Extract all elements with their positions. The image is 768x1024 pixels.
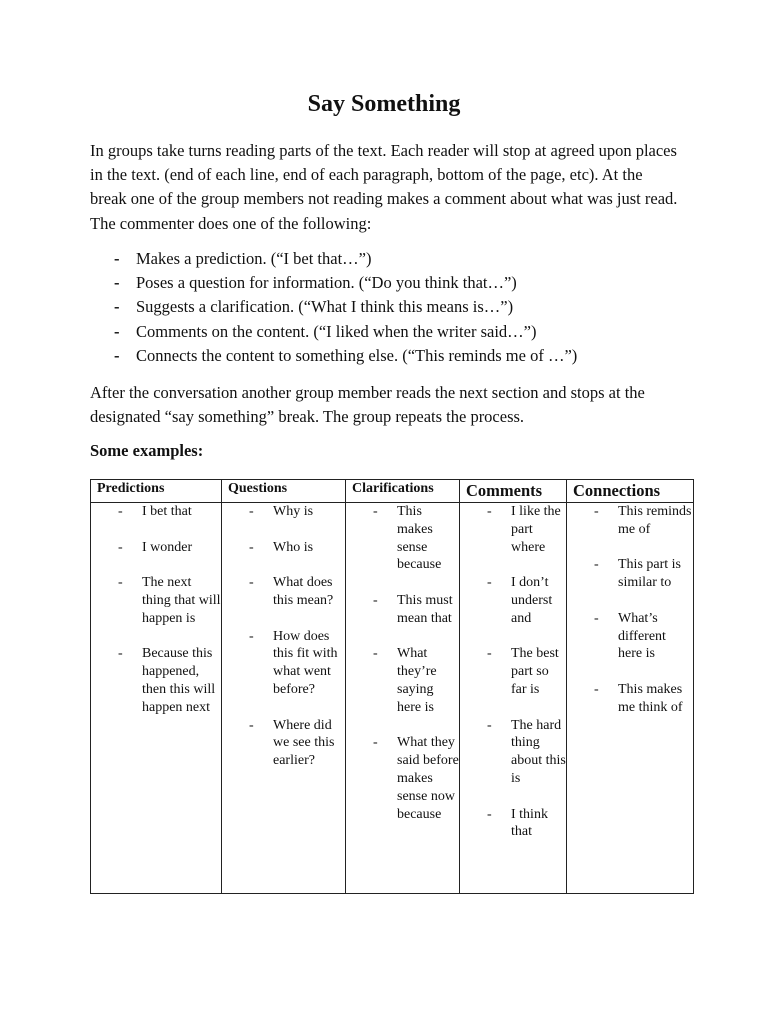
dash-bullet: - <box>118 575 123 591</box>
example-item <box>91 539 221 557</box>
dash-bullet: - <box>118 504 123 519</box>
list-item-text: Suggests a clarification. (“What I think this means is…”) <box>136 297 514 317</box>
example-item <box>567 556 693 592</box>
predictions-cell <box>91 503 222 894</box>
example-item <box>222 539 345 557</box>
example-item <box>91 503 221 521</box>
page-title: Say Something <box>307 91 461 117</box>
dash-bullet: - <box>249 575 254 591</box>
example-item-text: What does this mean? <box>273 575 334 608</box>
dash-bullet: - <box>594 681 599 697</box>
dash-bullet: - <box>487 575 492 591</box>
dash-bullet: - <box>487 717 492 733</box>
example-item-text: The best part so far is <box>511 646 559 697</box>
example-item-text: What they’re saying here is <box>397 646 437 715</box>
table-header-row <box>91 480 694 503</box>
example-item-text: Why is <box>273 504 314 519</box>
dash-bullet: - <box>594 504 599 519</box>
example-item <box>460 806 566 842</box>
example-item <box>346 592 459 628</box>
commenter-options-list <box>90 247 690 368</box>
comments-list <box>460 503 566 841</box>
clarifications-cell <box>346 503 460 894</box>
example-item <box>222 503 345 521</box>
examples-heading: Some examples: <box>90 441 204 460</box>
dash-bullet: - <box>114 249 120 268</box>
list-item <box>90 320 690 344</box>
dash-bullet: - <box>373 592 378 608</box>
example-item-text: This reminds me of <box>618 504 692 537</box>
example-item <box>222 628 345 699</box>
example-item <box>91 645 221 716</box>
example-item-text: Where did we see this earlier? <box>273 717 335 769</box>
connections-cell <box>567 503 694 894</box>
example-item <box>222 574 345 610</box>
example-item <box>460 574 566 627</box>
example-item-text: I don’t underst and <box>511 575 553 626</box>
example-item-text: This part is similar to <box>618 557 681 591</box>
column-header-questions: Questions <box>222 480 346 503</box>
list-item <box>90 295 690 319</box>
dash-bullet: - <box>249 628 254 644</box>
outro-paragraph: After the conversation another group member reads the next section and stops at the designated “say something” break. The group repeats the process. <box>90 383 645 427</box>
dash-bullet: - <box>114 273 120 293</box>
example-item-text: I think that <box>511 806 548 840</box>
example-item <box>460 717 566 788</box>
example-item <box>567 681 693 717</box>
list-item-text: Connects the content to something else. (“This reminds me of …”) <box>136 345 578 365</box>
example-item <box>346 503 459 574</box>
questions-list <box>222 503 345 770</box>
dash-bullet: - <box>373 735 378 751</box>
dash-bullet: - <box>487 504 492 519</box>
example-item-text: How does this fit with what went before? <box>273 628 338 697</box>
example-item <box>567 503 693 539</box>
dash-bullet: - <box>114 297 120 317</box>
dash-bullet: - <box>114 321 120 341</box>
dash-bullet: - <box>118 539 123 555</box>
dash-bullet: - <box>249 539 254 555</box>
example-item-text: The hard thing about this is <box>511 717 566 786</box>
example-item <box>346 645 459 716</box>
questions-cell <box>222 503 346 894</box>
list-item-text: Makes a prediction. (“I bet that…”) <box>136 249 372 268</box>
column-header-predictions: Predictions <box>91 480 222 503</box>
predictions-list <box>91 503 221 717</box>
example-item-text: What they said before makes sense now because <box>397 735 459 822</box>
example-item-text: This makes sense because <box>397 504 442 573</box>
example-item <box>567 610 693 663</box>
example-item-text: This must mean that <box>397 592 453 626</box>
list-item <box>90 247 690 271</box>
intro-paragraph: In groups take turns reading parts of the text. Each reader will stop at agreed upon places in the text. (end of each line, end of each paragraph, bottom of the page, etc). At the break one of the group members not reading makes a comment about what was just read. The commenter does one of the following: <box>90 141 678 233</box>
dash-bullet: - <box>249 717 254 733</box>
example-item-text: I bet that <box>142 504 192 519</box>
comments-cell <box>460 503 567 894</box>
dash-bullet: - <box>594 610 599 626</box>
example-item <box>460 645 566 698</box>
dash-bullet: - <box>487 646 492 662</box>
example-item-text: The next thing that will happen is <box>142 575 221 626</box>
dash-bullet: - <box>249 504 254 519</box>
example-item-text: Who is <box>273 539 314 555</box>
examples-table <box>90 479 694 894</box>
example-item-text: I wonder <box>142 539 193 555</box>
example-item-text: What’s different here is <box>618 610 666 662</box>
list-item <box>90 271 690 295</box>
dash-bullet: - <box>114 345 120 365</box>
dash-bullet: - <box>373 504 378 519</box>
list-item-text: Comments on the content. (“I liked when the writer said…”) <box>136 321 537 341</box>
dash-bullet: - <box>118 646 123 662</box>
example-item <box>346 734 459 823</box>
example-item <box>91 574 221 627</box>
example-item-text: I like the part where <box>511 504 561 555</box>
example-item <box>222 717 345 770</box>
dash-bullet: - <box>594 557 599 573</box>
example-item-text: This makes me think of <box>618 681 683 715</box>
clarifications-list <box>346 503 459 823</box>
example-item <box>460 503 566 556</box>
list-item-text: Poses a question for information. (“Do you think that…”) <box>136 273 517 293</box>
dash-bullet: - <box>373 646 378 662</box>
column-header-clarifications: Clarifications <box>346 480 460 503</box>
column-header-connections: Connections <box>567 480 694 503</box>
column-header-comments: Comments <box>460 480 567 503</box>
example-item-text: Because this happened, then this will happen next <box>142 646 216 715</box>
dash-bullet: - <box>487 806 492 822</box>
connections-list <box>567 503 693 717</box>
table-row <box>91 503 694 894</box>
list-item <box>90 344 690 368</box>
